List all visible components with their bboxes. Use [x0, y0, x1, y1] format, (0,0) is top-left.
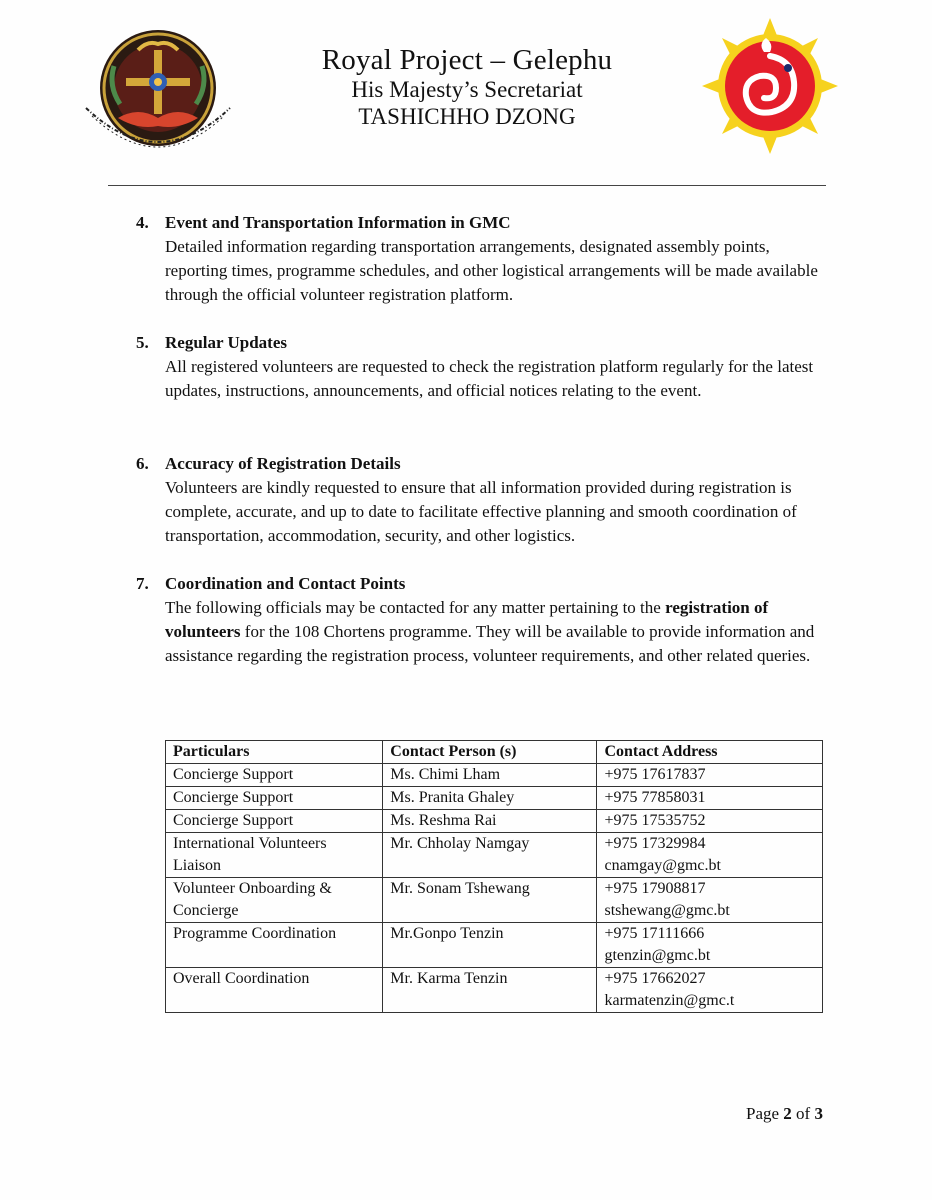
- body-text: for the 108 Chortens programme. They will be available to provide information and assistance regarding the registration process, volunteer requirements, and other related queries.: [165, 622, 815, 665]
- page-prefix: Page: [746, 1104, 784, 1123]
- phone-number: +975 77858031: [604, 789, 706, 806]
- particulars-cell: Programme Coordination: [166, 923, 383, 968]
- header-divider: [108, 185, 826, 186]
- contact-person-cell: Mr. Karma Tenzin: [383, 968, 597, 1013]
- body-emphasis: registration of volunteers: [165, 598, 769, 641]
- contact-person-cell: Mr.Gonpo Tenzin: [383, 923, 597, 968]
- column-header: Contact Address: [597, 741, 823, 764]
- contact-person-cell: Ms. Chimi Lham: [383, 764, 597, 787]
- phone-number: +975 17662027: [604, 970, 706, 987]
- table-row: [166, 878, 823, 923]
- section-number: 4.: [136, 213, 149, 232]
- email-address: karmatenzin@gmc.t: [604, 992, 735, 1009]
- section-5: [136, 331, 836, 403]
- particulars-cell: Concierge Support: [166, 787, 383, 810]
- section-heading: [136, 331, 836, 355]
- column-header: Contact Person (s): [383, 741, 597, 764]
- phone-number: +975 17908817: [604, 880, 706, 897]
- office-title: Royal Project – Gelephu: [321, 44, 613, 76]
- gmc-logo-icon: [700, 16, 840, 156]
- section-title: Accuracy of Registration Details: [165, 454, 401, 473]
- table-row: [166, 810, 823, 833]
- contact-person-cell: Mr. Chholay Namgay: [383, 833, 597, 878]
- contact-person-cell: Ms. Pranita Ghaley: [383, 787, 597, 810]
- phone-number: +975 17111666: [604, 925, 705, 942]
- table-row: [166, 764, 823, 787]
- table-row: [166, 923, 823, 968]
- section-body: Volunteers are kindly requested to ensure that all information provided during registration is complete, accurate, and up to date to facilitate effective planning and smooth coordination of transportation, accommodation, security, and other logistics.: [165, 478, 797, 545]
- email-address: cnamgay@gmc.bt: [604, 857, 721, 874]
- particulars-cell: Concierge Support: [166, 810, 383, 833]
- section-7: [136, 572, 836, 668]
- contact-address-cell: [597, 833, 823, 878]
- section-heading: [136, 572, 836, 596]
- column-header: Particulars: [166, 741, 383, 764]
- contact-person-cell: Ms. Reshma Rai: [383, 810, 597, 833]
- contact-address-cell: [597, 810, 823, 833]
- page-total: 3: [814, 1104, 823, 1123]
- royal-emblem-icon: [78, 26, 238, 166]
- phone-number: +975 17535752: [604, 812, 706, 829]
- section-body: [165, 596, 825, 668]
- table-row: [166, 833, 823, 878]
- page-current: 2: [783, 1104, 792, 1123]
- section-6: [136, 452, 836, 548]
- section-heading: [136, 211, 836, 235]
- body-text: The following officials may be contacted for any matter pertaining to the: [165, 598, 666, 617]
- particulars-cell: Concierge Support: [166, 764, 383, 787]
- section-number: 6.: [136, 454, 149, 473]
- page-of: of: [791, 1104, 815, 1123]
- contact-address-cell: [597, 968, 823, 1013]
- contact-address-cell: [597, 787, 823, 810]
- contacts-table: [165, 740, 823, 1013]
- section-title: Coordination and Contact Points: [165, 574, 406, 593]
- letterhead-text: [250, 44, 684, 130]
- section-title: Regular Updates: [165, 333, 287, 352]
- section-body: All registered volunteers are requested to check the registration platform regularly for the latest updates, instructions, announcements, and official notices relating to the event.: [165, 357, 814, 400]
- particulars-cell: Volunteer Onboarding & Concierge: [166, 878, 383, 923]
- letterhead: [0, 0, 932, 190]
- section-title: Event and Transportation Information in GMC: [165, 213, 511, 232]
- section-4: [136, 211, 836, 307]
- section-heading: [136, 452, 836, 476]
- table-row: [166, 968, 823, 1013]
- table-header-row: [166, 741, 823, 764]
- email-address: stshewang@gmc.bt: [604, 902, 730, 919]
- contact-address-cell: [597, 878, 823, 923]
- table-row: [166, 787, 823, 810]
- section-number: 7.: [136, 574, 149, 593]
- office-location: TASHICHHO DZONG: [358, 103, 576, 129]
- page-number: [746, 1104, 823, 1124]
- phone-number: +975 17329984: [604, 835, 706, 852]
- contact-address-cell: [597, 764, 823, 787]
- email-address: gtenzin@gmc.bt: [604, 947, 711, 964]
- phone-number: +975 17617837: [604, 766, 706, 783]
- section-number: 5.: [136, 333, 149, 352]
- particulars-cell: Overall Coordination: [166, 968, 383, 1013]
- contact-address-cell: [597, 923, 823, 968]
- particulars-cell: International Volunteers Liaison: [166, 833, 383, 878]
- contact-person-cell: Mr. Sonam Tshewang: [383, 878, 597, 923]
- section-body: Detailed information regarding transportation arrangements, designated assembly points, reporting times, programme schedules, and other logistical arrangements will be made available through the official volunteer registration platform.: [165, 237, 818, 304]
- office-subtitle: His Majesty’s Secretariat: [351, 77, 583, 103]
